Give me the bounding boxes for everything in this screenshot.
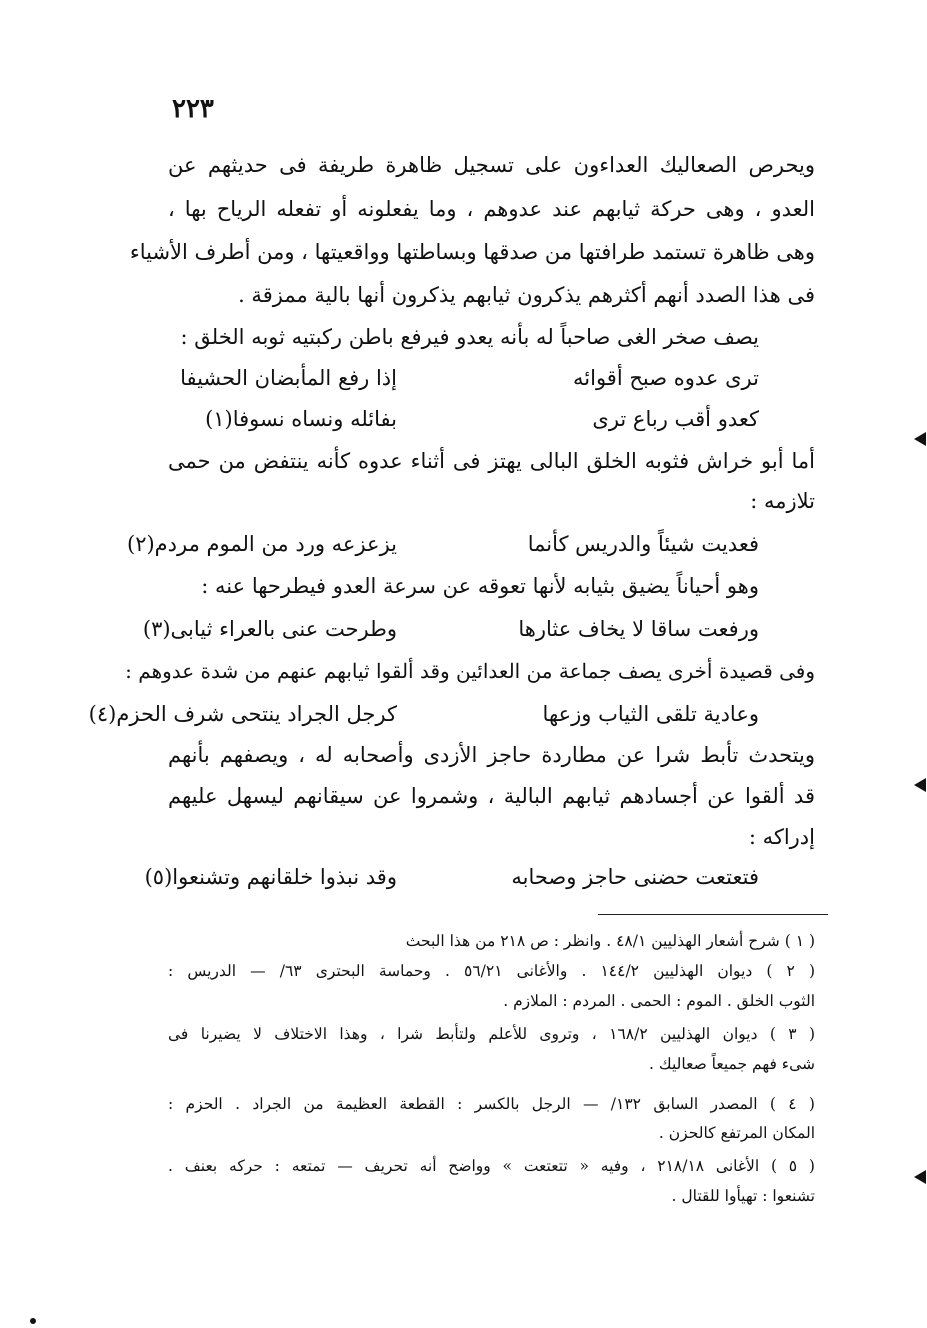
verse5-hemistich1: فتعتعت حضنى حاجز وصحابه	[511, 865, 759, 889]
para4-line: وفى قصيدة أخرى يصف جماعة من العدائين وقد ألقوا ثيابهم عنهم من شدة عدوهم :	[125, 659, 815, 683]
scan-speck	[30, 1318, 36, 1324]
page-number: ٢٢٣	[172, 94, 214, 124]
edge-mark-right-1	[914, 432, 926, 446]
verse1-line2-hemistich1: كعدو أقب رباع ترى	[592, 407, 759, 431]
footnote-1: ( ١ ) شرح أشعار الهذليين ٤٨/١ . وانظر : ص ٢١٨ من هذا البحث	[405, 932, 815, 950]
edge-mark-right-3	[914, 1170, 926, 1184]
verse5-hemistich2: وقد نبذوا خلقانهم وتشنعوا(٥)	[144, 865, 397, 889]
verse4-hemistich1: وعادية تلقى الثياب وزعها	[542, 702, 759, 726]
body-line-4: فى هذا الصدد أنهم أكثرهم يذكرون ثيابهم يذكرون أنها بالية ممزقة .	[238, 283, 815, 307]
footnote-5-line-1: ( ٥ ) الأغانى ٢١٨/١٨ ، وفيه « تتعتعت » وواضح أنه تحريف — تمتعه : حركه بعنف .	[168, 1157, 815, 1175]
footnote-3-line-1: ( ٣ ) ديوان الهذليين ١٦٨/٢ ، وتروى للأعلم ولتأبط شرا ، وهذا الاختلاف لا يضيرنا فى	[168, 1025, 815, 1043]
body-line-1: ويحرص الصعاليك العداءون على تسجيل ظاهرة طريفة فى حديثهم عن	[168, 153, 815, 177]
footnote-4-line-1: ( ٤ ) المصدر السابق ١٣٢/ — الرجل بالكسر : القطعة العظيمة من الجراد . الحزم :	[168, 1095, 815, 1113]
footnote-3-line-2: شىء فهم جميعاً صعاليك .	[649, 1055, 815, 1073]
verse3-hemistich2: وطرحت عنى بالعراء ثيابى(٣)	[142, 617, 397, 641]
para3-line: وهو أحياناً يضيق بثيابه لأنها تعوقه عن سرعة العدو فيطرحها عنه :	[201, 574, 759, 598]
footnote-separator	[598, 914, 828, 915]
verse1-line1-hemistich1: ترى عدوه صبح أقوائه	[573, 366, 759, 390]
para2-line-2: تلازمه :	[750, 489, 815, 513]
para5-line-1: ويتحدث تأبط شرا عن مطاردة حاجز الأزدى وأصحابه له ، ويصفهم بأنهم	[168, 743, 815, 767]
body-line-2: العدو ، وهى حركة ثيابهم عند عدوهم ، وما يفعلونه أو تفعله الرياح بها ،	[168, 197, 815, 221]
footnote-2-line-2: الثوب الخلق . الموم : الحمى . المردم : الملازم .	[503, 992, 815, 1010]
verse1-line1-hemistich2: إذا رفع المأبضان الحشيفا	[180, 366, 397, 390]
edge-mark-right-2	[914, 778, 926, 792]
intro-line-1: يصف صخر الغى صاحباً له بأنه يعدو فيرفع باطن ركبتيه ثوبه الخلق :	[180, 325, 759, 349]
footnote-4-line-2: المكان المرتفع كالحزن .	[658, 1124, 815, 1142]
footnote-5-line-2: تشنعوا : تهيأوا للقتال .	[671, 1187, 815, 1205]
verse2-hemistich2: يزعزعه ورد من الموم مردم(٢)	[127, 532, 397, 556]
para2-line-1: أما أبو خراش فثوبه الخلق البالى يهتز فى أثناء عدوه كأنه ينتفض من حمى	[168, 449, 815, 473]
verse2-hemistich1: فعديت شيئاً والدريس كأنما	[527, 532, 759, 556]
body-line-3: وهى ظاهرة تستمد طرافتها من صدقها وبساطتها وواقعيتها ، ومن أطرف الأشياء	[129, 240, 815, 264]
para5-line-3: إدراكه :	[748, 825, 815, 849]
verse1-line2-hemistich2: بفائله ونساه نسوفا(١)	[205, 407, 397, 431]
verse3-hemistich1: ورفعت ساقا لا يخاف عثارها	[518, 617, 759, 641]
para5-line-2: قد ألقوا عن أجسادهم ثيابهم البالية ، وشمروا عن سيقانهم ليسهل عليهم	[168, 784, 815, 808]
footnote-2-line-1: ( ٢ ) ديوان الهذليين ١٤٤/٢ . والأغانى ٥٦/٢١ . وحماسة البحترى ٦٣/ — الدريس :	[168, 962, 815, 980]
verse4-hemistich2: كرجل الجراد ينتحى شرف الحزم(٤)	[88, 702, 397, 726]
